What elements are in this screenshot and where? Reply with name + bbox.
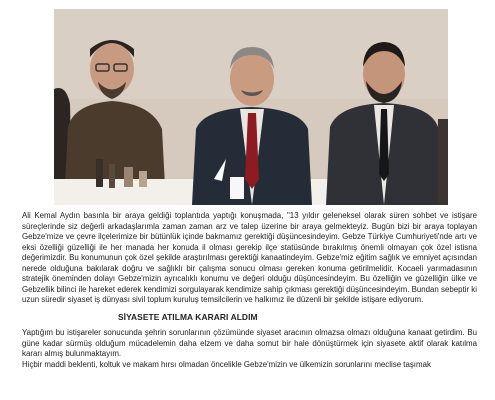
article-body — [22, 211, 477, 370]
article-subheading: SİYASETE ATILMA KARARI ALDIM — [118, 311, 258, 322]
news-photo — [54, 9, 448, 205]
news-photo-illustration — [54, 9, 448, 205]
article-paragraph: Ali Kemal Aydın basınla bir araya geldiği toplantıda yaptığı konuşmada, "13 yıldır geleneksel olarak süren sohbet ve istişare süreçlerinde siz değerli arkadaşlarımla zaman zaman arz ve talep üzerine bir araya gelmekteyiz. Bugün bizi bir araya toplayan Gebze'mize ve çevre ilçelerimize bir bütünlük içinde bakmamız gerektiği düşüncesindeyim. Gebze Türkiye Cumhuriyeti'nde artı ve eksi özelliği güzelliği ile her manada her konuda il olması gerekip ilçe statüsünde bırakılmış önemli olmayan çok özel istisna değerimizdir. Bu konumunun çok özel şekilde araştırılması gerektiği kanaatindeyim. Gebze'miz eğitim sağlık ve emniyet açısından nerede olduğuna bakılarak doğru ve sağlıklı bir çalışma sonucu olması gereken konuma getirilmelidir. Kocaeli yarımadasının stratejik öneminden dolayı Gebze'mizin ayrıcalıklı konumu ve değeri olduğu düşüncesindeyim. Bu özelliğin ve güzelliğin ülke ve Gebzellik bilinci ile hareket ederek kendimizi sorgulayarak kendimize sahip çıkması gerektiği düşüncesindeyim. Bundan sebeptir ki uzun süredir siyaset iş dünyası sivil toplum kuruluş temsilcilerin ve halkımız ile düzenli bir şekilde istişare ediyorum. — [22, 211, 477, 304]
article-paragraph: Yaptığım bu istişareler sonucunda şehrin sorunlarının çözümünde siyaset aracının olmazsa olmazı olduğuna kanaat getirdim. Bu güne kadar sürmüş olduğum mücadelemin daha elzem ve daha somut bir hale dönüştürmek için siyasete aktif olarak katılma kararı almış bulunmaktayım. — [22, 328, 477, 358]
article-paragraph: Hiçbir maddi beklenti, koltuk ve makam hırsı olmadan öncelikle Gebze'mizin ve ülkemizin sorunlarını meclise taşımak — [22, 359, 431, 369]
